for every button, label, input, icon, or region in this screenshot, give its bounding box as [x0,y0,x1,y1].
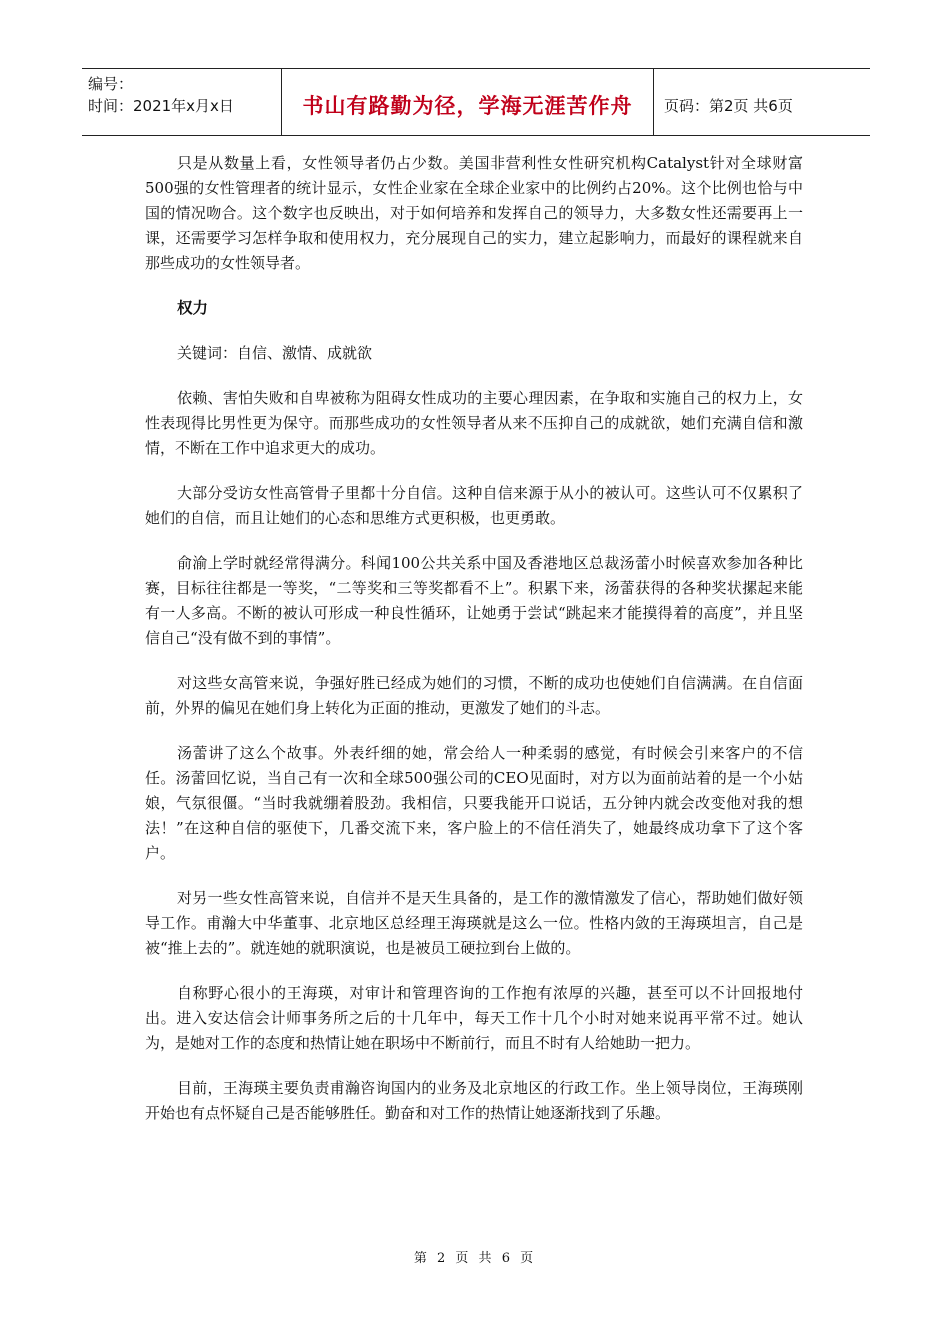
header-motto: 书山有路勤为径，学海无涯苦作舟 [282,69,654,135]
paragraph-body: 目前，王海瑛主要负责甫瀚咨询国内的业务及北京地区的行政工作。坐上领导岗位，王海瑛刚开始也有点怀疑自己是否能够胜任。勤奋和对工作的热情让她逐渐找到了乐趣。 [145,1079,803,1122]
page-header [82,68,870,136]
header-meta [82,69,282,135]
paragraph-body: 自称野心很小的王海瑛，对审计和管理咨询的工作抱有浓厚的兴趣，甚至可以不计回报地付出。进入安达信会计师事务所之后的十几年中，每天工作十几个小时对她来说再平常不过。她认为，是她对工作的态度和热情让她在职场中不断前行，而且不时有人给她助一把力。 [145,984,803,1052]
document-number-label: 编号： [88,75,134,93]
page-footer: 第 2 页 共 6 页 [413,1251,537,1266]
paragraph-body: 对另一些女性高管来说，自信并不是天生具备的，是工作的激情激发了信心，帮助她们做好领导工作。甫瀚大中华董事、北京地区总经理王海瑛就是这么一位。性格内敛的王海瑛坦言，自己是被“推上去的”。就连她的就职演说，也是被员工硬拉到台上做的。 [145,889,803,957]
section-heading-power: 权力 [177,299,209,317]
keywords-line: 关键词：自信、激情、成就欲 [177,344,373,362]
header-page-number: 页码：第2页 共6页 [664,96,793,115]
paragraph-body: 大部分受访女性高管骨子里都十分自信。这种自信来源于从小的被认可。这些认可不仅累积了她们的自信，而且让她们的心态和思维方式更积极，也更勇敢。 [145,484,803,527]
paragraph-body: 俞渝上学时就经常得满分。科闻100公共关系中国及香港地区总裁汤蕾小时候喜欢参加各种比赛，目标往往都是一等奖，“二等奖和三等奖都看不上”。积累下来，汤蕾获得的各种奖状摞起来能有一人多高。不断的被认可形成一种良性循环，让她勇于尝试“跳起来才能摸得着的高度”，并且坚信自己“没有做不到的事情”。 [145,554,803,647]
document-date-label: 时间：2021年x月x日 [88,97,234,115]
paragraph-body: 汤蕾讲了这么个故事。外表纤细的她，常会给人一种柔弱的感觉，有时候会引来客户的不信任。汤蕾回忆说，当自己有一次和全球500强公司的CEO见面时，对方以为面前站着的是一个小姑娘，气氛很僵。“当时我就绷着股劲。我相信，只要我能开口说话，五分钟内就会改变他对我的想法！”在这种自信的驱使下，几番交流下来，客户脸上的不信任消失了，她最终成功拿下了这个客户。 [145,744,803,862]
paragraph-intro: 只是从数量上看，女性领导者仍占少数。美国非营利性女性研究机构Catalyst针对全球财富500强的女性管理者的统计显示，女性企业家在全球企业家中的比例约占20%。这个比例也恰与中国的情况吻合。这个数字也反映出，对于如何培养和发挥自己的领导力，大多数女性还需要再上一课，还需要学习怎样争取和使用权力，充分展现自己的实力，建立起影响力，而最好的课程就来自那些成功的女性领导者。 [145,154,803,272]
paragraph-body: 对这些女高管来说，争强好胜已经成为她们的习惯，不断的成功也使她们自信满满。在自信面前，外界的偏见在她们身上转化为正面的推动，更激发了她们的斗志。 [145,674,803,717]
document-body [145,151,803,1146]
paragraph-body: 依赖、害怕失败和自卑被称为阻碍女性成功的主要心理因素，在争取和实施自己的权力上，女性表现得比男性更为保守。而那些成功的女性领导者从来不压抑自己的成就欲，她们充满自信和激情，不断在工作中追求更大的成功。 [145,389,803,457]
